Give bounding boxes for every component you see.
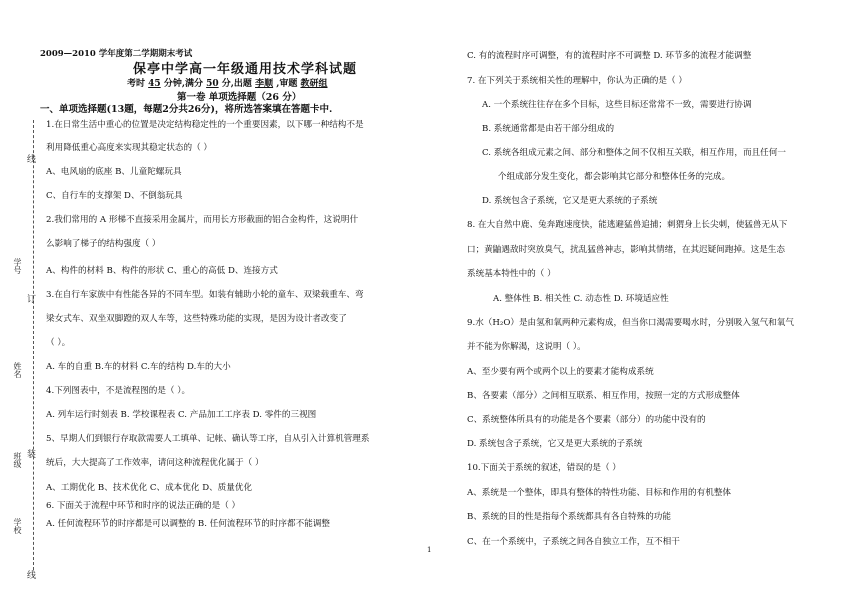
volume-heading: 第一卷 单项选择题（26 分） xyxy=(177,92,302,103)
meta-score: 50 xyxy=(206,79,219,89)
q3-options: A. 车的自重 B.车的材料 C.车的结构 D.车的大小 xyxy=(46,362,231,372)
q9-option-d: D. 系统包含子系统，它又是更大系统的子系统 xyxy=(467,439,643,449)
q10-option-a: A、系统是一个整体，即具有整体的特性功能、目标和作用的有机整体 xyxy=(467,488,732,498)
q8-line1: 8. 在大自然中鹿、兔奔跑速度快，能逃避猛兽追捕；刺猬身上长尖刺，使猛兽无从下 xyxy=(467,220,788,230)
q10-option-b: B、系统的目的性是指每个系统都具有各自特殊的功能 xyxy=(467,512,671,522)
margin-ding: 订 xyxy=(27,295,37,305)
q8-line2: 口；黄鼬遇敌时突放臭气，扰乱猛兽神志，影响其情绪，在其迟疑间跑掉。这是生态 xyxy=(467,245,785,255)
meta-reviewer: 教研组 xyxy=(300,79,328,89)
q1-options-ab: A、电风扇的底座 B、儿童陀螺玩具 xyxy=(46,167,182,177)
q7-option-d: D. 系统包含子系统，它又是更大系统的子系统 xyxy=(482,196,658,206)
q8-line3: 系统基本特性中的（ ） xyxy=(467,269,556,279)
q10-line1: 10.下面关于系统的叙述，错误的是（ ） xyxy=(467,463,621,473)
q3-line3: （ ）。 xyxy=(46,338,71,348)
q3-line2: 梁女式车、双坐双脚蹬的双人车等，这些特殊功能的实现，是因为设计者改变了 xyxy=(46,314,347,324)
q7-option-b: B. 系统通常都是由若干部分组成的 xyxy=(482,124,615,134)
margin-xian-top: 线 xyxy=(27,155,37,165)
page-number: 1 xyxy=(427,546,432,554)
q2-line2: 么影响了梯子的结构强度（ ） xyxy=(46,239,161,249)
binding-dashed-line xyxy=(33,120,34,570)
q4-line1: 4.下列图表中，不是流程图的是（ ）。 xyxy=(46,386,191,396)
margin-label-xuexiao: 学校 xyxy=(13,518,22,534)
q9-line2: 并不能为你解渴，这说明（ ）。 xyxy=(467,342,586,352)
q5-line2: 统后，大大提高了工作效率，请问这种流程优化属于（ ） xyxy=(46,458,264,468)
q2-options: A、构件的材料 B、构件的形状 C、重心的高低 D、连接方式 xyxy=(46,266,278,276)
q1-options-cd: C、自行车的支撑架 D、不倒翁玩具 xyxy=(46,191,183,201)
q1-line2: 利用降低重心高度来实现其稳定状态的（ ） xyxy=(46,143,213,153)
q7-option-c-cont: 个组成部分发生变化，都会影响其它部分和整体任务的完成。 xyxy=(498,172,731,182)
q8-options: A. 整体性 B. 相关性 C. 动态性 D. 环境适应性 xyxy=(493,294,669,304)
q2-line1: 2.我们常用的 A 形梯不直接采用金属片，而用长方形截面的铝合金构件，这说明什 xyxy=(46,215,359,225)
margin-xian-bottom: 线 xyxy=(27,571,37,581)
q5-options: A、工期优化 B、技术优化 C、成本优化 D、质量优化 xyxy=(46,483,253,493)
q4-options: A. 列车运行时刻表 B. 学校课程表 C. 产品加工工序表 D. 零件的三视图 xyxy=(46,410,317,420)
q5-line1: 5、早期人们到银行存取款需要人工填单、记帐、确认等工序，自从引入计算机管理系 xyxy=(46,434,370,444)
q1-line1: 1.在日常生活中重心的位置是决定结构稳定性的一个重要因素，以下哪一种结构不是 xyxy=(46,120,364,130)
margin-label-xuehao: 学号 xyxy=(13,258,22,274)
section-heading: 一、单项选择题(13题，每题2分共26分)，将所选答案填在答题卡中. xyxy=(40,104,333,115)
q10-option-c: C、在一个系统中，子系统之间各自独立工作，互不相干 xyxy=(467,537,680,547)
margin-zhuang: 装 xyxy=(27,450,37,460)
q6-options-cd: C. 有的流程时序可调整，有的流程时序不可调整 D. 环节多的流程才能调整 xyxy=(467,51,752,61)
q9-option-b: B、各要素（部分）之间相互联系、相互作用，按照一定的方式形成整体 xyxy=(467,391,740,401)
exam-line: 2009—2010 学年度第二学期期末考试 xyxy=(40,49,193,59)
meta-time: 45 xyxy=(148,79,161,89)
page-title: 保亭中学高一年级通用技术学科试题 xyxy=(133,62,358,77)
q6-options-ab: A. 任何流程环节的时序都是可以调整的 B. 任何流程环节的时序都不能调整 xyxy=(46,519,330,529)
exam-meta: 考时 45 分钟,满分 50 分,出题 李顺 ,审题 教研组 xyxy=(127,79,328,89)
q9-option-a: A、至少要有两个或两个以上的要素才能构成系统 xyxy=(467,367,654,377)
meta-author: 李顺 xyxy=(255,79,274,89)
q3-line1: 3.在自行车家族中有性能各异的不同车型。如装有辅助小轮的童车、双梁载重车、弯 xyxy=(46,290,364,300)
q6-line1: 6. 下面关于流程中环节和时序的说法正确的是（ ） xyxy=(46,501,241,511)
q9-line1: 9.水（H₂O）是由氢和氧两种元素构成，但当你口渴需要喝水时，分别吸入氢气和氧气 xyxy=(467,318,794,328)
margin-label-banji: 班级 xyxy=(13,452,22,468)
margin-label-xingming: 姓名 xyxy=(13,362,22,378)
q7-line1: 7. 在下列关于系统相关性的理解中，你认为正确的是（ ） xyxy=(467,76,687,86)
q7-option-c: C. 系统各组成元素之间、部分和整体之间不仅相互关联，相互作用，而且任何一 xyxy=(482,148,786,158)
q7-option-a: A. 一个系统往往存在多个目标，这些目标还常常不一致，需要进行协调 xyxy=(482,100,752,110)
q9-option-c: C、系统整体所具有的功能是各个要素（部分）的功能中没有的 xyxy=(467,415,706,425)
